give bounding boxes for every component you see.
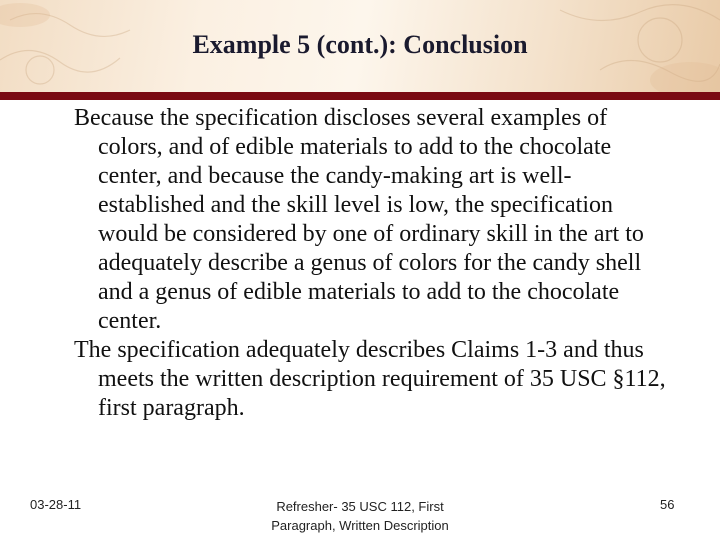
page-title: Example 5 (cont.): Conclusion — [192, 30, 528, 59]
footer-date: 03-28-11 — [30, 497, 82, 512]
slide-footer — [0, 493, 720, 533]
footer-title-line-1: Refresher- 35 USC 112, First — [276, 499, 444, 514]
slide-number: 56 — [660, 497, 675, 512]
slide-body — [74, 104, 674, 423]
title-divider — [0, 92, 720, 100]
footer-title-line-2: Paragraph, Written Description — [271, 518, 449, 533]
footer-title — [240, 497, 480, 535]
slide-header — [0, 0, 720, 92]
body-paragraph-conclusion: Because the specification discloses several examples of colors, and of edible materials to add to the chocolate center, and because the candy-making art is well-established and the skill level is low, the specification would be considered by one of ordinary skill in the art to adequately describe a genus of colors for the candy shell and a genus of edible materials to add to the chocolate center. — [74, 105, 644, 334]
body-paragraph-summary: The specification adequately describes Claims 1-3 and thus meets the written description requirement of 35 USC §112, first paragraph. — [74, 337, 666, 421]
